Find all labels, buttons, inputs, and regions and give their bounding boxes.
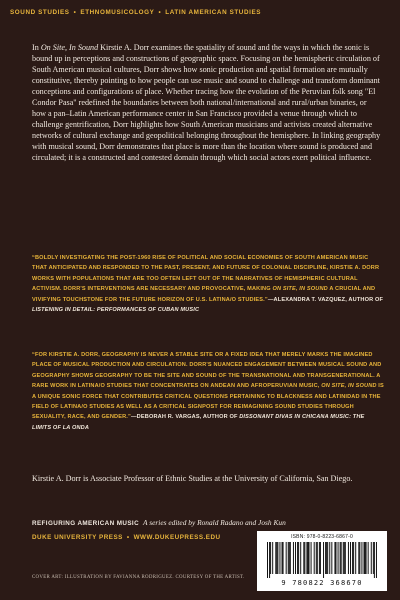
barcode-bar bbox=[295, 542, 296, 574]
barcode-bar bbox=[323, 542, 324, 578]
barcode-bar bbox=[361, 542, 362, 574]
publisher-info: DUKE UNIVERSITY PRESS • WWW.DUKEUPRESS.EDU bbox=[32, 534, 221, 541]
barcode-bar bbox=[365, 542, 366, 574]
barcode-bar bbox=[348, 542, 349, 574]
barcode-bar bbox=[288, 542, 289, 574]
barcode-bar bbox=[344, 542, 345, 574]
barcode-bar bbox=[267, 542, 268, 578]
barcode-bar bbox=[343, 542, 344, 574]
barcode-bar bbox=[353, 542, 354, 574]
barcode-bar bbox=[374, 542, 375, 578]
barcode-bar bbox=[276, 542, 277, 574]
barcode-bar bbox=[277, 542, 278, 574]
barcode-bar bbox=[364, 542, 365, 574]
publisher-website: WWW.DUKEUPRESS.EDU bbox=[133, 534, 221, 541]
series-title: REFIGURING AMERICAN MUSIC bbox=[32, 520, 140, 527]
barcode-bar bbox=[331, 542, 332, 574]
barcode-bar bbox=[350, 542, 351, 574]
barcode-bar bbox=[275, 542, 276, 574]
barcode-bar bbox=[316, 542, 317, 574]
barcode-bar bbox=[314, 542, 315, 574]
barcode-bar bbox=[341, 542, 342, 574]
barcode-bar bbox=[283, 542, 284, 574]
barcode-bar bbox=[306, 542, 307, 574]
barcode-bar bbox=[371, 542, 372, 574]
series-info bbox=[32, 512, 286, 530]
barcode-bar bbox=[368, 542, 369, 574]
barcode-bar bbox=[355, 542, 356, 574]
barcode-bar bbox=[311, 542, 312, 574]
subject-categories: SOUND STUDIES • ETHNOMUSICOLOGY • LATIN AMERICAN STUDIES bbox=[10, 9, 262, 16]
barcode-bar bbox=[326, 542, 327, 574]
endorsement-vazquez: “BOLDLY INVESTIGATING THE POST-1960 RISE OF POLITICAL AND SOCIAL ECONOMIES OF SOUTH AMERICAN MUSIC THAT ANTICIPATED AND RESPONDED TO THE PAST, PRESENT, AND FUTURE OF COLONIAL DISCIPLINE, KIRSTIE A. DORR WORKS WITH POPULATIONS THAT ARE TOO OFTEN LEFT OUT OF THE NARRATIVES OF HEMISPHERIC CULTURAL ACTIVISM. DORR'S INTERVENTIONS ARE NECESSARY AND PROVOCATIVE, MAKING ON SITE, IN SOUND A CRUCIAL AND VIVIFYING TOUCHSTONE FOR THE FUTURE HORIZON OF U.S. LATINA/O STUDIES.”—ALEXANDRA T. VAZQUEZ, AUTHOR OF LISTENING IN DETAIL: PERFORMANCES OF CUBAN MUSIC bbox=[32, 255, 384, 314]
barcode-bar bbox=[335, 542, 336, 574]
barcode-bar bbox=[304, 542, 305, 574]
barcode-bar bbox=[300, 542, 301, 574]
barcode-bar bbox=[358, 542, 359, 574]
book-description: In On Site, In Sound Kirstie A. Dorr examines the spatiality of sound and the ways in which the sonic is bound up in perceptions and constructions of geographic space. Focusing on the hemispheric circulation of South American musical cultures, Dorr shows how sonic production and spatial formation are mutually constitutive, thereby pointing to how people can use music and sound to challenge and transform dominant conceptions and configurations of place. Whether tracing how the evolution of the Peruvian folk song "El Condor Pasa" redefined the boundaries between both national/international and rural/urban binaries, or how a pan–Latin American performance center in San Francisco provided a venue through which to challenge gentrification, Dorr highlights how South American musicians and activists created alternative networks of cultural exchange and geopolitical belonging throughout the hemisphere. In linking geography with musical sound, Dorr demonstrates that place is more than the location where sound is produced and circulated; it is a constructed and contested domain through which social actors exert political influence. bbox=[32, 43, 381, 163]
barcode-bar bbox=[282, 542, 283, 574]
barcode-bar bbox=[338, 542, 339, 574]
author-bio: Kirstie A. Dorr is Associate Professor of Ethnic Studies at the University of California, San Diego. bbox=[32, 474, 353, 483]
barcode-bar bbox=[319, 542, 320, 574]
barcode-bar bbox=[317, 542, 318, 574]
barcode-bar bbox=[366, 542, 367, 574]
barcode-bar bbox=[290, 542, 291, 574]
isbn-label: ISBN: 978-0-8223-6867-0 bbox=[291, 534, 353, 540]
book-title: On Site, In Sound bbox=[40, 43, 99, 52]
barcode-bar bbox=[270, 542, 271, 574]
subject-category: ETHNOMUSICOLOGY bbox=[80, 9, 155, 16]
endorsement-vargas: “FOR KIRSTIE A. DORR, GEOGRAPHY IS NEVER A STABLE SITE OR A FIXED IDEA THAT MERELY MARKS THE IMAGINED PLACE OF MUSICAL PRODUCTION AND CIRCULATION. DORR'S NUANCED ENGAGEMENT BETWEEN MUSICAL SOUND AND GEOGRAPHY SHOWS GEOGRAPHY TO BE THE SITE AND SOUND OF THE TRANSNATIONAL AND TRANSGENERATIONAL. A RARE WORK IN LATINA/O STUDIES THAT CONCENTRATES ON ANDEAN AND AFROPERUVIAN MUSIC, ON SITE, IN SOUND IS A UNIQUE SONIC FORCE THAT CONTRIBUTES CRITICAL QUESTIONS PERTAINING TO BLACKNESS AND LATINIDAD IN THE FIELD OF LATINA/O STUDIES AS WELL AS A CRITICAL SIGNPOST FOR REIMAGINING SOUND STUDIES THROUGH SEXUALITY, RACE, AND GENDER.”—DEBORAH R. VARGAS, AUTHOR OF DISSONANT DIVAS IN CHICANA MUSIC: THE LIMITS OF LA ONDA bbox=[32, 352, 384, 431]
barcode-bar bbox=[269, 542, 270, 578]
barcode-bar bbox=[297, 542, 298, 574]
barcode-bar bbox=[345, 542, 346, 574]
barcode-bar bbox=[359, 542, 360, 574]
barcode-bar bbox=[376, 542, 377, 578]
barcode-bar bbox=[272, 542, 273, 574]
barcode-bars bbox=[267, 542, 377, 578]
barcode-digits: 9 780822 368670 bbox=[281, 579, 363, 587]
barcode-bar bbox=[289, 542, 290, 574]
barcode-bar bbox=[293, 542, 294, 574]
barcode-bar bbox=[307, 542, 308, 574]
barcode-bar bbox=[329, 542, 330, 574]
cover-art-credit: COVER ART: ILLUSTRATION BY FAVIANNA RODRIGUEZ. COURTESY OF THE ARTIST. bbox=[32, 575, 245, 580]
subject-category: LATIN AMERICAN STUDIES bbox=[165, 9, 262, 16]
barcode-bar bbox=[298, 542, 299, 574]
barcode-bar bbox=[279, 542, 280, 574]
barcode bbox=[257, 531, 387, 591]
barcode-bar bbox=[309, 542, 310, 574]
barcode-bar bbox=[303, 542, 304, 574]
barcode-bar bbox=[320, 542, 321, 574]
subject-category: SOUND STUDIES bbox=[10, 9, 70, 16]
endorsement-attribution: —ALEXANDRA T. VAZQUEZ, AUTHOR OF LISTENING IN DETAIL: PERFORMANCES OF CUBAN MUSIC bbox=[32, 296, 384, 314]
series-editors: A series edited by Ronald Radano and Josh Kun bbox=[143, 518, 286, 527]
barcode-bar bbox=[286, 542, 287, 574]
publisher-name: DUKE UNIVERSITY PRESS bbox=[32, 534, 123, 541]
barcode-bar bbox=[352, 542, 353, 574]
barcode-bar bbox=[340, 542, 341, 574]
barcode-bar bbox=[334, 542, 335, 574]
barcode-bar bbox=[373, 542, 374, 574]
barcode-bar bbox=[327, 542, 328, 574]
endorsement-attribution: —DEBORAH R. VARGAS, AUTHOR OF DISSONANT DIVAS IN CHICANA MUSIC: THE LIMITS OF LA ONDA bbox=[32, 414, 365, 431]
barcode-bar bbox=[325, 542, 326, 574]
